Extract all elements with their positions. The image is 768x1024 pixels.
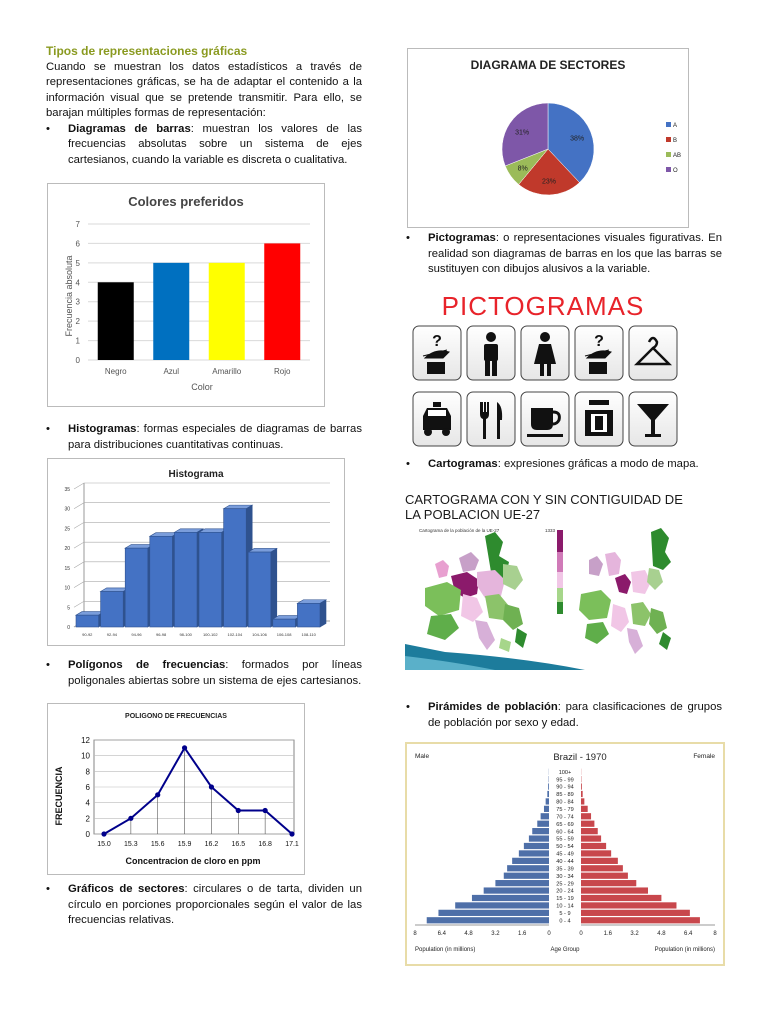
bullet-text: : formas especiales de diagramas de barras para distribuciones cuantitativas continuas. <box>68 423 362 451</box>
male-bar <box>484 887 549 893</box>
data-point <box>128 816 133 821</box>
age-group-label: 5 - 9 <box>559 910 571 917</box>
left-intro-block <box>46 44 362 168</box>
x-tick-label: 4.8 <box>464 931 473 937</box>
data-point <box>155 792 160 797</box>
grid-line <box>74 522 330 528</box>
bar-rojo <box>264 243 300 360</box>
bullet-term: Diagramas de barras <box>68 122 191 135</box>
male-bar <box>537 821 549 827</box>
x-tick-label: 15.9 <box>177 841 192 848</box>
bullet-text: : circulares o de tarta, dividen un círculo en porciones proporcionales según el valor de las frecuencias relativas. <box>68 883 362 926</box>
age-group-label: 45 - 49 <box>556 851 574 858</box>
pie-chart-svg <box>408 49 688 227</box>
slice-label: 8% <box>517 165 528 173</box>
age-group-label: 15 - 19 <box>556 896 574 903</box>
female-bar <box>581 917 700 923</box>
x-axis-label-center: Age Group <box>550 947 580 953</box>
legend-label: B <box>673 138 678 144</box>
umbrella-question-icon <box>575 326 623 380</box>
female-bar <box>581 887 648 893</box>
data-point <box>263 808 268 813</box>
age-group-label: 30 - 34 <box>556 873 574 880</box>
y-tick-label: 6 <box>75 239 80 249</box>
age-group-label: 25 - 29 <box>556 881 574 888</box>
pictogram-title: PICTOGRAMAS <box>441 291 645 321</box>
x-tick-label: 0 <box>579 931 583 937</box>
legend-swatch <box>666 122 671 127</box>
male-bar <box>507 865 549 871</box>
frequency-polygon-chart <box>47 703 305 875</box>
pictogram-grid <box>407 324 679 452</box>
bullet-pie <box>46 882 362 929</box>
pictogram-figure <box>407 290 679 454</box>
y-tick-label: 3 <box>75 297 80 307</box>
bullet-dot: • <box>406 701 410 713</box>
x-tick-label: 6.4 <box>437 931 446 937</box>
legend-swatch <box>666 167 671 172</box>
y-axis-label: Frecuencia absoluta <box>64 255 74 337</box>
bullet-dot: • <box>46 659 50 671</box>
cartogram-figure <box>405 492 689 668</box>
female-bar <box>581 850 611 856</box>
non-contiguous-cartogram-map <box>579 528 671 654</box>
x-tick-label: 98-100 <box>179 632 192 637</box>
bullet-dot: • <box>406 232 410 244</box>
y-tick-label: 30 <box>64 506 70 513</box>
female-bar <box>581 873 628 879</box>
y-tick-label: 1 <box>75 336 80 346</box>
x-tick-label: 90-92 <box>82 632 93 637</box>
age-group-label: 70 - 74 <box>556 814 574 821</box>
data-point <box>182 745 187 750</box>
umbrella-question-icon <box>413 326 461 380</box>
x-tick-label: 106-108 <box>276 632 292 637</box>
x-tick-label: 96-98 <box>155 632 167 637</box>
y-tick-label: 7 <box>75 220 80 229</box>
male-bar <box>548 783 549 789</box>
slice-label: 31% <box>515 129 530 137</box>
male-bar <box>546 798 549 804</box>
bullet-dot: • <box>46 883 50 895</box>
x-tick-label: 1.6 <box>518 931 527 937</box>
man-icon <box>467 326 515 380</box>
age-group-label: 40 - 44 <box>556 858 574 865</box>
female-bar <box>581 858 618 864</box>
coffee-cup-icon <box>521 392 569 446</box>
histogram-bar <box>248 548 277 627</box>
age-group-label: 35 - 39 <box>556 866 574 873</box>
chart-title: Brazil - 1970 <box>553 752 607 763</box>
bullet-text: : para clasificaciones de grupos de población por sexo y edad. <box>428 701 722 729</box>
chart-title: DIAGRAMA DE SECTORES <box>470 58 626 72</box>
y-tick-label: 2 <box>85 814 90 824</box>
x-tick-label: Amarillo <box>212 367 242 376</box>
y-tick-label: 10 <box>81 751 90 761</box>
frequency-line <box>104 748 292 834</box>
y-tick-label: 0 <box>67 625 70 631</box>
x-tick-label: 102-104 <box>227 632 243 637</box>
x-tick-label: 4.8 <box>657 931 666 937</box>
female-bar <box>581 843 606 849</box>
age-group-label: 100+ <box>558 769 572 776</box>
color-scale-legend <box>545 528 563 614</box>
x-tick-label: 15.3 <box>124 841 138 848</box>
male-bar <box>438 910 549 916</box>
male-bar <box>544 806 549 812</box>
y-tick-label: 5 <box>75 258 80 268</box>
x-tick-label: 92-94 <box>106 632 118 637</box>
bullet-text: : o representaciones visuales figurativas. En realidad son diagramas de barras en los que las barras se sustituyen con dibujos alusivos a la variable. <box>428 232 722 275</box>
male-bar <box>512 858 549 864</box>
age-group-label: 90 - 94 <box>556 784 574 791</box>
bar-chart-svg <box>48 184 324 406</box>
y-tick-label: 20 <box>64 546 70 553</box>
svg-text:?: ? <box>594 333 604 350</box>
grid-line <box>74 503 330 509</box>
bullet-histograms <box>46 422 362 453</box>
luggage-icon <box>575 392 623 446</box>
male-bar <box>472 895 549 901</box>
y-tick-label: 2 <box>75 317 80 327</box>
chart-title: Colores preferidos <box>128 194 244 209</box>
male-bar <box>547 791 549 797</box>
x-tick-label: 3.2 <box>630 931 639 937</box>
grid-line <box>74 483 330 489</box>
y-tick-label: 12 <box>81 736 90 745</box>
cocktail-icon <box>629 392 677 446</box>
y-tick-label: 35 <box>64 487 70 493</box>
x-tick-label: 17.1 <box>285 841 299 848</box>
bullet-bar-charts <box>46 122 362 169</box>
female-bar <box>581 791 583 797</box>
y-tick-label: 4 <box>85 798 90 808</box>
female-bar <box>581 798 584 804</box>
bullet-term: Pirámides de población <box>428 701 558 713</box>
age-group-label: 75 - 79 <box>556 806 574 813</box>
bar-amarillo <box>209 263 245 360</box>
male-bar <box>529 835 549 841</box>
pie-chart-sectores <box>407 48 689 228</box>
bullet-dot: • <box>46 423 50 435</box>
slice-label: 23% <box>541 178 556 186</box>
bullet-pictograms <box>406 231 722 278</box>
y-tick-label: 8 <box>85 767 90 777</box>
female-label: Female <box>693 753 715 760</box>
female-bar <box>581 865 623 871</box>
legend-label: A <box>673 123 678 129</box>
bullet-text: : formados por líneas poligonales abiertas sobre un sistema de ejes cartesianos. <box>68 659 362 687</box>
x-tick-label: Rojo <box>274 367 291 376</box>
bullet-term: Polígonos de frecuencias <box>68 659 226 671</box>
x-tick-label: 3.2 <box>491 931 500 937</box>
x-tick-label: 0 <box>547 931 551 937</box>
x-tick-label: 100-102 <box>202 632 218 637</box>
data-point <box>209 784 214 789</box>
y-tick-label: 6 <box>85 783 90 792</box>
x-axis-label: Color <box>191 382 213 392</box>
bullet-polygons <box>46 658 362 689</box>
intro-paragraph: Cuando se muestran los datos estadísticos a través de representaciones gráficas, se ha de adaptar el contenido a la información visual que se pretende transmitir. Para ello, se barajan múltiples formas de representación: <box>46 60 362 119</box>
bullet-cartograms <box>406 457 722 473</box>
legend-label: AB <box>673 153 682 159</box>
map-caption: Cartograma de la población de la UE-27 <box>419 528 500 533</box>
age-group-label: 55 - 59 <box>556 836 574 843</box>
x-tick-label: 16.8 <box>258 841 272 848</box>
bar-azul <box>153 263 189 360</box>
bullet-pyramids <box>406 700 722 731</box>
taxi-icon <box>413 392 461 446</box>
bar-chart-colores <box>47 183 325 407</box>
data-point <box>101 831 106 836</box>
female-bar <box>581 813 591 819</box>
x-tick-label: 1.6 <box>603 931 612 937</box>
bar-negro <box>98 282 134 360</box>
female-bar <box>581 806 588 812</box>
bullet-dot: • <box>406 458 410 470</box>
histogram-chart <box>47 458 345 646</box>
female-bar <box>581 902 676 908</box>
y-tick-label: 4 <box>75 278 80 288</box>
bullet-term: Cartogramas <box>428 458 498 470</box>
cartogram-title-line2: LA POBLACION UE-27 <box>405 507 541 522</box>
x-tick-label: 15.6 <box>150 841 165 848</box>
male-bar <box>427 917 549 923</box>
data-point <box>289 831 294 836</box>
x-tick-label: 16.2 <box>204 841 219 848</box>
hanger-icon <box>629 326 677 380</box>
x-tick-label: 8 <box>413 931 417 937</box>
histogram-bar <box>297 600 326 627</box>
age-group-label: 20 - 24 <box>556 888 574 895</box>
male-bar <box>524 843 549 849</box>
x-tick-label: 16.5 <box>231 841 246 848</box>
female-bar <box>581 880 636 886</box>
x-axis-label: Concentracion de cloro en ppm <box>125 856 261 866</box>
x-axis-label-right: Population (in millions) <box>654 947 715 953</box>
pyramid-svg <box>407 744 723 964</box>
population-pyramid <box>405 742 725 966</box>
female-bar <box>581 910 690 916</box>
y-tick-label: 0 <box>75 356 80 365</box>
age-group-label: 10 - 14 <box>556 903 574 910</box>
y-tick-label: 10 <box>64 585 70 592</box>
x-tick-label: 15.0 <box>97 841 111 848</box>
female-bar <box>581 828 598 834</box>
legend-swatch <box>666 137 671 142</box>
legend-swatch <box>666 152 671 157</box>
y-tick-label: 0 <box>85 830 90 839</box>
scale-top-label: 1333 <box>545 528 556 533</box>
age-group-label: 65 - 69 <box>556 821 574 828</box>
bullet-text: : muestran los valores de las frecuencias absolutas sobre un sistema de ejes cartesianos, cuando la variable es discreta o cualitativa. <box>68 122 362 166</box>
female-bar <box>581 783 582 789</box>
histogram-svg <box>48 459 344 645</box>
male-bar <box>504 873 549 879</box>
male-bar <box>519 850 549 856</box>
y-tick-label: 25 <box>64 526 70 533</box>
male-bar <box>541 813 549 819</box>
polygon-svg <box>48 704 304 874</box>
chart-title: Histograma <box>168 469 224 480</box>
x-tick-label: 108-110 <box>301 632 316 637</box>
cartogram-title-line1: CARTOGRAMA CON Y SIN CONTIGUIDAD DE <box>405 492 683 507</box>
female-bar <box>581 895 661 901</box>
bullet-term: Gráficos de sectores <box>68 883 185 895</box>
male-label: Male <box>415 753 430 760</box>
fork-knife-icon <box>467 392 515 446</box>
age-group-label: 95 - 99 <box>556 777 574 784</box>
woman-icon <box>521 326 569 380</box>
age-group-label: 80 - 84 <box>556 799 574 806</box>
x-tick-label: 104-106 <box>252 632 267 637</box>
male-bar <box>495 880 549 886</box>
y-tick-label: 15 <box>64 565 70 572</box>
x-tick-label: 94-96 <box>131 632 142 637</box>
section-heading: Tipos de representaciones gráficas <box>46 44 248 58</box>
bullet-text: : expresiones gráficas a modo de mapa. <box>497 458 699 470</box>
bullet-dot: • <box>46 122 50 135</box>
cartogram-maps <box>405 524 689 670</box>
chart-title: POLIGONO DE FRECUENCIAS <box>125 713 227 720</box>
female-bar <box>581 835 601 841</box>
bullet-term: Pictogramas <box>428 232 496 244</box>
contiguous-cartogram-map <box>425 532 527 652</box>
bullet-term: Histogramas <box>68 423 137 435</box>
age-group-label: 60 - 64 <box>556 829 574 836</box>
female-bar <box>581 821 594 827</box>
age-group-label: 85 - 89 <box>556 792 574 799</box>
age-group-label: 50 - 54 <box>556 844 574 851</box>
male-bar <box>532 828 549 834</box>
x-tick-label: 6.4 <box>684 931 693 937</box>
data-point <box>236 808 241 813</box>
x-tick-label: 8 <box>713 931 717 937</box>
legend-label: O <box>673 168 678 174</box>
x-tick-label: Negro <box>104 367 127 376</box>
svg-text:?: ? <box>432 333 442 350</box>
age-group-label: 0 - 4 <box>559 918 571 925</box>
y-axis-label: FRECUENCIA <box>54 766 64 826</box>
x-tick-label: Azul <box>163 367 180 376</box>
y-tick-label: 5 <box>67 605 70 612</box>
x-axis-label-left: Population (in millions) <box>415 947 476 953</box>
male-bar <box>455 902 549 908</box>
slice-label: 38% <box>570 135 585 143</box>
